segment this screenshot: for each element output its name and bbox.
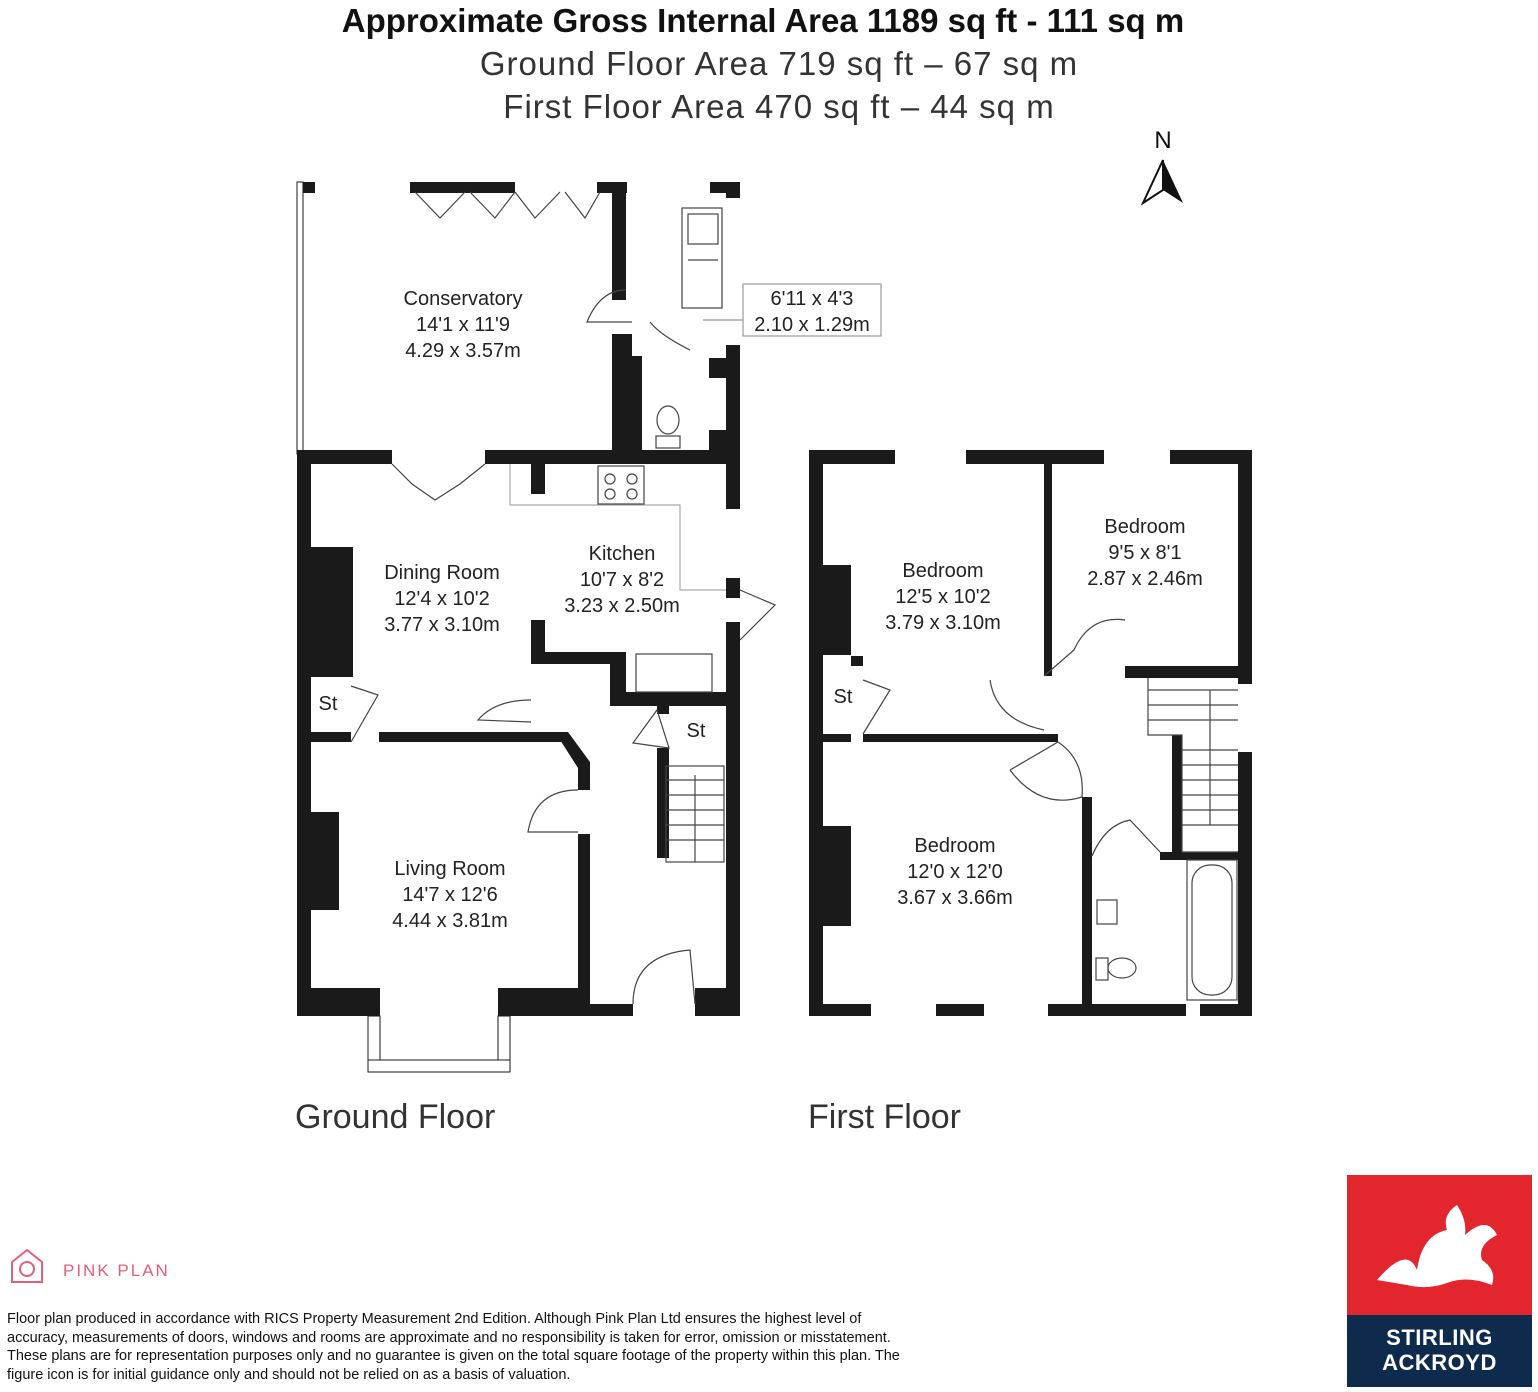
first-floor-area: First Floor Area 470 sq ft – 44 sq m	[503, 88, 1055, 125]
ground-floor-plan	[297, 182, 740, 1072]
living-imperial: 14'7 x 12'6	[402, 884, 498, 906]
bedroom3-metric: 3.67 x 3.66m	[897, 887, 1013, 909]
griffin-icon	[1347, 1175, 1532, 1315]
kitchen-name: Kitchen	[588, 543, 656, 565]
dining-imperial: 12'4 x 10'2	[394, 588, 490, 610]
kitchen-metric: 3.23 x 2.50m	[564, 595, 680, 617]
disclaimer-text: Floor plan produced in accordance with RICS Property Measurement 2nd Edition. Although Pink Plan Ltd ensures the highest level of accuracy, measurements of doors, windows and rooms are approximate and no responsibility is taken for error, omission or misstatement. These plans are for representation purposes only and no guarantee is given on the total square footage of the property within this plan. The figure icon is for initial guidance only and should not be relied on as a basis of valuation.	[7, 1311, 900, 1383]
conservatory-imperial: 14'1 x 11'9	[415, 314, 511, 336]
utility-imperial: 6'11 x 4'3	[770, 288, 854, 310]
pinkplan-logo-icon	[12, 1250, 42, 1282]
pinkplan-brand: PINK PLAN	[63, 1261, 170, 1280]
bedroom2-imperial: 9'5 x 8'1	[1108, 542, 1182, 564]
bedroom1-name: Bedroom	[902, 560, 984, 582]
store-hall: St	[686, 720, 706, 742]
kitchen-imperial: 10'7 x 8'2	[579, 569, 665, 591]
bedroom3-name: Bedroom	[914, 835, 996, 857]
bedroom1-imperial: 12'5 x 10'2	[895, 586, 991, 608]
ground-floor-area: Ground Floor Area 719 sq ft – 67 sq m	[479, 45, 1079, 82]
bedroom2-metric: 2.87 x 2.46m	[1087, 568, 1203, 590]
bedroom2-name: Bedroom	[1104, 516, 1186, 538]
first-floor-label: First Floor	[808, 1098, 961, 1136]
north-label: N	[1154, 127, 1172, 154]
agent-name	[1347, 1315, 1532, 1387]
bedroom1-metric: 3.79 x 3.10m	[885, 612, 1001, 634]
gross-area-title: Approximate Gross Internal Area 1189 sq ft - 111 sq m	[341, 2, 1185, 39]
stirling-ackroyd-logo	[1347, 1175, 1532, 1387]
living-name: Living Room	[394, 858, 506, 880]
agent-line1: STIRLING	[1386, 1325, 1493, 1350]
dining-name: Dining Room	[384, 562, 500, 584]
bedroom3-imperial: 12'0 x 12'0	[907, 861, 1003, 883]
conservatory-metric: 4.29 x 3.57m	[405, 340, 521, 362]
north-arrow-icon	[1143, 127, 1183, 203]
utility-metric: 2.10 x 1.29m	[754, 314, 870, 336]
ground-floor-label: Ground Floor	[295, 1098, 496, 1136]
agent-line2: ACKROYD	[1382, 1350, 1497, 1375]
conservatory-name: Conservatory	[403, 288, 523, 310]
dining-metric: 3.77 x 3.10m	[384, 614, 500, 636]
ground-floor-labels	[319, 288, 870, 932]
store-first: St	[833, 686, 853, 708]
living-metric: 4.44 x 3.81m	[392, 910, 508, 932]
store-dining: St	[318, 693, 338, 715]
